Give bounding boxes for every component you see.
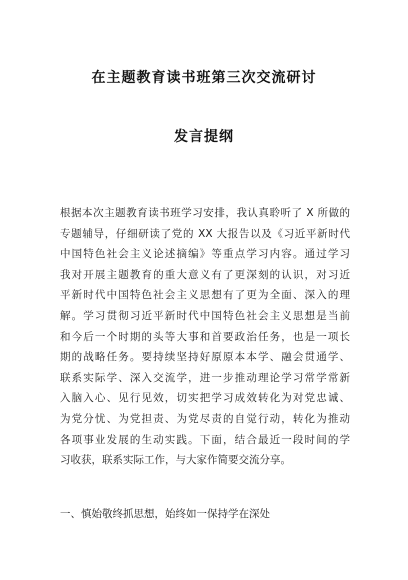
paragraph-line: 习收获，联系实际工作，与大家作简要交流分享。 <box>60 454 291 467</box>
paragraph-line: 我对开展主题教育的重大意义有了更深刻的认识，对习近 <box>60 268 350 281</box>
section-heading: 一、慎始敬终抓思想，始终如一保持学在深处 <box>60 508 270 520</box>
paragraph-line: 为党分忧、为党担责、为党尽责的自觉行动，转化为推动 <box>60 412 350 425</box>
document-title: 在主题教育读书班第三次交流研讨 <box>91 70 317 86</box>
paragraph-line: 根据本次主题教育读书班学习安排，我认真聆听了 X 所做的 <box>60 207 350 219</box>
body-paragraph <box>60 203 350 471</box>
paragraph-line: 各项事业发展的生动实践。下面，结合最近一段时间的学 <box>60 433 350 446</box>
document-subtitle: 发言提纲 <box>174 129 234 145</box>
paragraph-line: 平新时代中国特色社会主义思想有了更为全面、深入的理 <box>60 289 350 302</box>
paragraph-line: 专题辅导，仔细研读了党的 XX 大报告以及《习近平新时代 <box>60 227 350 240</box>
paragraph-line: 入脑入心、见行见效，切实把学习成效转化为对党忠诚、 <box>60 392 350 405</box>
paragraph-line: 期的战略任务。要持续坚持好原原本本学、融会贯通学、 <box>60 351 350 364</box>
paragraph-line: 中国特色社会主义论述摘编》等重点学习内容。通过学习 <box>60 248 350 261</box>
paragraph-line: 和今后一个时期的头等大事和首要政治任务，也是一项长 <box>60 330 350 343</box>
paragraph-line: 联系实际学、深入交流学，进一步推动理论学习常学常新 <box>60 371 350 384</box>
paragraph-line: 解。学习贯彻习近平新时代中国特色社会主义思想是当前 <box>60 309 350 322</box>
